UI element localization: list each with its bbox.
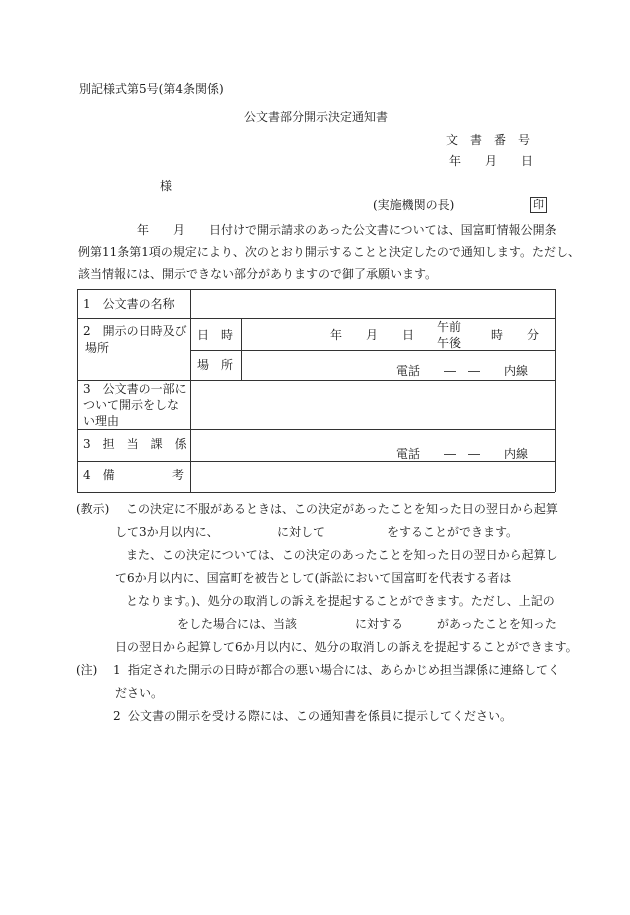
table-border-bottom — [77, 492, 555, 493]
note-1-number: 1 — [113, 663, 121, 677]
body-line-3: 該当情報には、開示できない部分がありますので御了承願います。 — [78, 267, 438, 281]
table-rule — [77, 461, 555, 462]
instruction-line-2c: をすることができます。 — [387, 525, 519, 539]
instruction-line-6a: をした場合には、当該 — [177, 617, 298, 631]
note-2-number: 2 — [113, 709, 121, 723]
instruction-line-2b: に対して — [277, 525, 326, 539]
table-rule — [77, 318, 555, 319]
table-border-right — [555, 289, 556, 492]
datetime-date-fields: 年 月 日 — [330, 328, 415, 342]
row-label-withheld-reason: 3 公文書の一部に — [83, 382, 187, 396]
page-title: 公文書部分開示決定通知書 — [244, 110, 389, 124]
instruction-line-2a: して3か月以内に、 — [115, 525, 219, 539]
table-rule — [77, 429, 555, 430]
instruction-line-3: また、この決定については、この決定のあったことを知った日の翌日から起算し — [126, 548, 558, 562]
document-number-label: 文 書 番 号 — [446, 133, 531, 147]
note-2-text: 公文書の開示を受ける際には、この通知書を係員に提示してください。 — [128, 709, 513, 723]
body-line-1: 年 月 日付けで開示請求のあった公文書については、国富町情報公開条 — [137, 223, 557, 237]
table-column-divider — [241, 318, 242, 380]
table-border-top — [77, 289, 555, 290]
form-id: 別記様式第5号(第4条関係) — [79, 82, 224, 96]
row-label-datetime-place: 2 開示の日時及び — [83, 324, 187, 338]
addressee-suffix: 様 — [160, 179, 173, 193]
note-1-text: 指定された開示の日時が都合の悪い場合には、あらかじめ担当課係に連絡してく — [128, 663, 561, 677]
row-label-withheld-reason-cont: い理由 — [83, 414, 120, 428]
row-label-remarks-end: 考 — [172, 468, 185, 482]
table-rule — [77, 380, 555, 381]
table-column-divider — [190, 289, 191, 492]
instruction-line-7: 日の翌日から起算して6か月以内に、処分の取消しの訴えを提起することができます。 — [115, 640, 578, 654]
instruction-label: (教示) — [76, 502, 110, 516]
issue-date-line: 年 月 日 — [449, 154, 534, 168]
seal-mark: 印 — [530, 197, 547, 213]
department-phone-fields: 電話 ― ― 内線 — [396, 447, 529, 461]
issuer-title: (実施機関の長) — [373, 198, 455, 212]
instruction-line-6b: に対する — [355, 617, 404, 631]
instruction-line-4: て6か月以内に、国富町を被告として(訴訟において国富町を代表する者は — [115, 571, 512, 585]
row-label-datetime-place-cont: 場所 — [85, 341, 110, 355]
row-label-remarks: 4 備 — [83, 468, 115, 482]
row-label-withheld-reason-cont: ついて開示をしな — [83, 398, 180, 412]
notes-label: (注) — [76, 663, 98, 677]
datetime-label: 日 時 — [197, 328, 234, 342]
place-label: 場 所 — [197, 358, 234, 372]
row-label-department: 3 担 当 課 係 — [83, 437, 187, 451]
note-1-continuation: ださい。 — [115, 686, 164, 700]
body-line-2: 例第11条第1項の規定により、次のとおり開示することと決定したので通知します。ただし、 — [78, 245, 580, 259]
instruction-line-1: この決定に不服があるときは、この決定があったことを知った日の翌日から起算 — [126, 502, 558, 516]
place-phone-fields: 電話 ― ― 内線 — [396, 364, 529, 378]
table-border-left — [77, 289, 78, 492]
am-label: 午前 — [437, 320, 462, 334]
datetime-time-fields: 時 分 — [491, 328, 540, 342]
pm-label: 午後 — [437, 336, 462, 350]
row-label-document-name: 1 公文書の名称 — [83, 297, 175, 311]
instruction-line-5: となります。)、処分の取消しの訴えを提起することができます。ただし、上記の — [126, 594, 555, 608]
instruction-line-6c: があったことを知った — [437, 617, 557, 631]
table-rule — [190, 350, 555, 351]
